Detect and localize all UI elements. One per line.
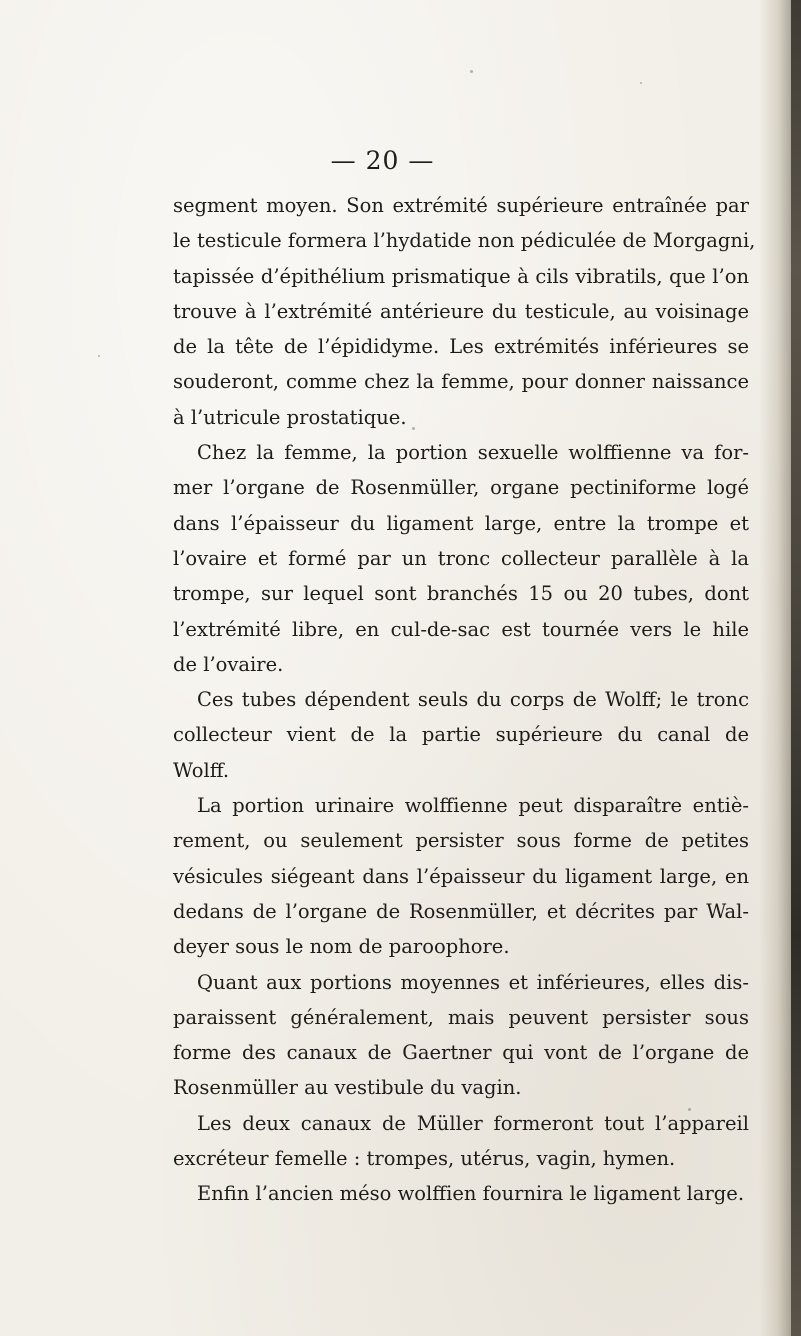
text-line: trouve à l’extrémité antérieure du testicule, au voisinage — [173, 299, 749, 323]
paragraph-start-line: La portion urinaire wolffienne peut disparaître entiè- — [197, 794, 749, 818]
text-line: à l’utricule prostatique. — [173, 405, 407, 429]
paragraph-start-line: Enfin l’ancien méso wolffien fournira le ligament large. — [197, 1182, 745, 1206]
text-line: segment moyen. Son extrémité supérieure entraînée par — [173, 194, 749, 217]
text-line: dans l’épaisseur du ligament large, entre la trompe et — [173, 511, 749, 535]
body-text — [173, 188, 756, 1212]
text-line: souderont, comme chez la femme, pour donner naissance — [173, 370, 749, 394]
paragraph-start-line: Ces tubes dépendent seuls du corps de Wolff; le tronc — [197, 688, 749, 712]
text-line: rement, ou seulement persister sous forme de petites — [173, 829, 749, 853]
text-line: deyer sous le nom de paroophore. — [173, 935, 510, 959]
text-line: mer l’organe de Rosenmüller, organe pectiniforme logé — [173, 476, 749, 500]
text-line: Wolff. — [173, 758, 230, 782]
page-edge-binding — [791, 0, 801, 1336]
text-line: l’extrémité libre, en cul-de-sac est tournée vers le hile — [173, 617, 749, 641]
paragraph-start-line: Chez la femme, la portion sexuelle wolffienne va for- — [197, 441, 749, 465]
paper-speck — [98, 355, 100, 357]
paragraph-start-line: Les deux canaux de Müller formeront tout l’appareil — [197, 1111, 749, 1135]
text-line: le testicule formera l’hydatide non pédiculée de Morgagni, — [173, 229, 756, 253]
text-line: l’ovaire et formé par un tronc collecteur parallèle à la — [173, 546, 749, 570]
text-line: tapissée d’épithélium prismatique à cils vibratils, que l’on — [173, 264, 749, 288]
paper-speck — [470, 70, 473, 73]
text-line: de la tête de l’épididyme. Les extrémités inférieures se — [173, 335, 749, 359]
text-line: forme des canaux de Gaertner qui vont de l’organe de — [173, 1041, 749, 1065]
text-line: paraissent généralement, mais peuvent persister sous — [173, 1005, 749, 1029]
paragraph-start-line: Quant aux portions moyennes et inférieures, elles dis- — [197, 970, 749, 994]
text-line: de l’ovaire. — [173, 652, 284, 676]
text-line: collecteur vient de la partie supérieure du canal de — [173, 723, 749, 747]
paper-speck — [640, 82, 642, 84]
text-line: Rosenmüller au vestibule du vagin. — [173, 1076, 522, 1100]
text-line: trompe, sur lequel sont branchés 15 ou 20 tubes, dont — [173, 582, 749, 606]
text-line: vésicules siégeant dans l’épaisseur du ligament large, en — [173, 864, 749, 888]
text-line: dedans de l’organe de Rosenmüller, et décrites par Wal- — [173, 899, 749, 923]
text-line: excréteur femelle : trompes, utérus, vagin, hymen. — [173, 1147, 676, 1171]
page-number: — 20 — — [330, 146, 435, 175]
